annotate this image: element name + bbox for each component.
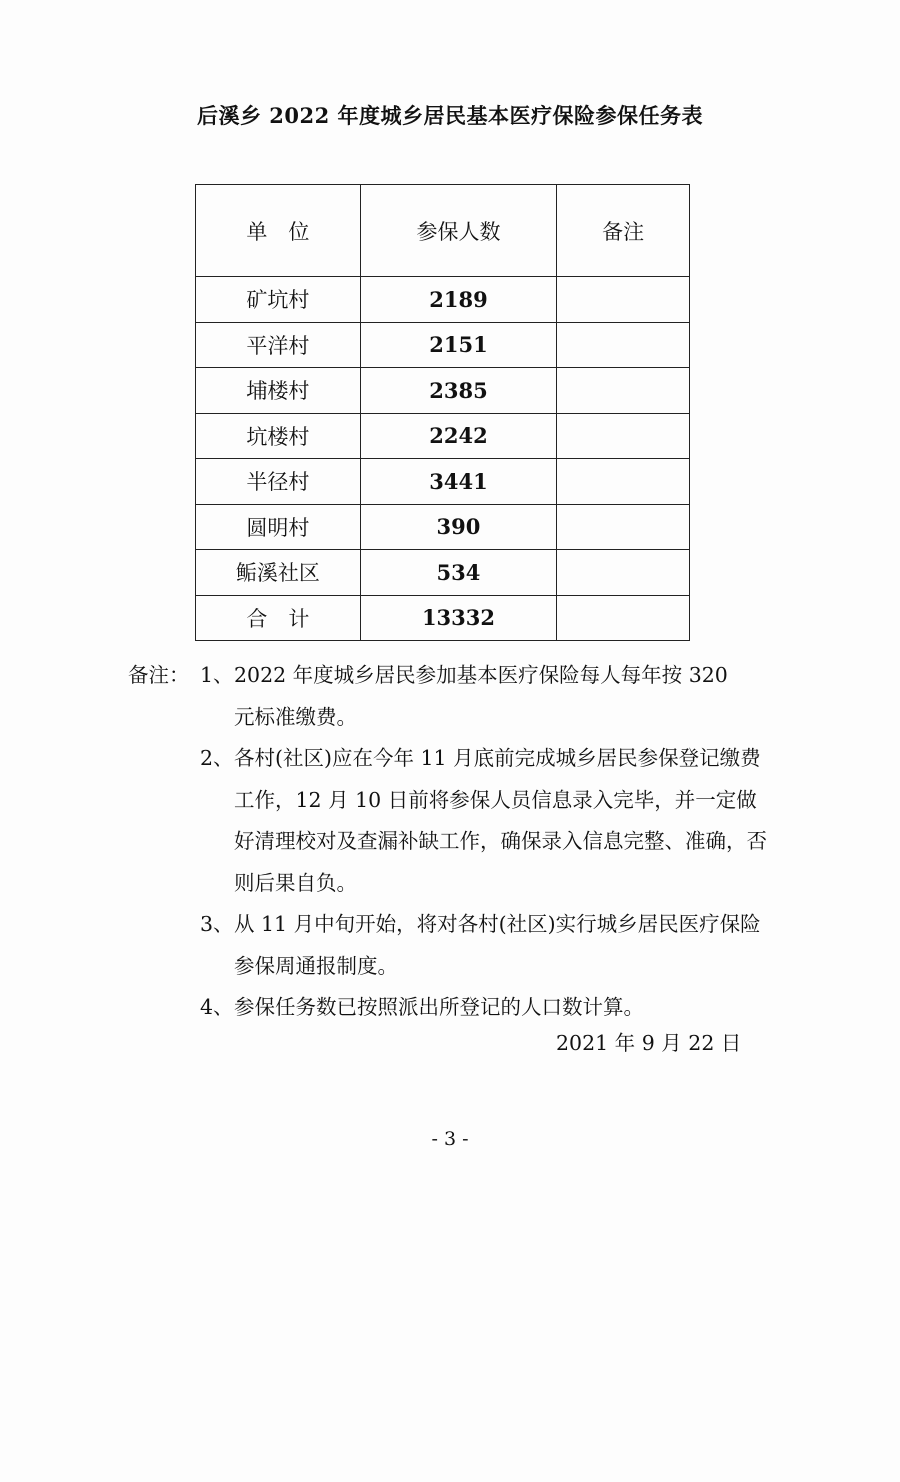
total-count-cell: 13332 (360, 595, 557, 641)
remark-cell (557, 550, 690, 596)
note-index: 2、 (200, 746, 234, 770)
table-row (196, 504, 690, 550)
header-count: 参保人数 (360, 185, 557, 277)
unit-cell: 矿坑村 (196, 277, 361, 323)
note-item (128, 904, 768, 987)
remark-cell (557, 413, 690, 459)
count-cell: 2151 (360, 322, 557, 368)
count-cell: 534 (360, 550, 557, 596)
header-remark: 备注 (557, 185, 690, 277)
note-item (128, 987, 768, 1029)
note-text: 从 11 月中旬开始，将对各村(社区)实行城乡居民医疗保险参保周通报制度。 (234, 912, 761, 978)
unit-cell: 半径村 (196, 459, 361, 505)
notes-section (128, 655, 768, 1029)
remark-cell (557, 322, 690, 368)
note-index: 3、 (200, 912, 234, 936)
table-row (196, 322, 690, 368)
count-cell: 2385 (360, 368, 557, 414)
table-row (196, 277, 690, 323)
total-label-cell: 合 计 (196, 595, 361, 641)
document-date: 2021 年 9 月 22 日 (556, 1031, 742, 1055)
remark-cell (557, 459, 690, 505)
table-row (196, 550, 690, 596)
count-cell: 390 (360, 504, 557, 550)
unit-cell: 鲘溪社区 (196, 550, 361, 596)
table-row (196, 459, 690, 505)
note-index: 4、 (200, 995, 234, 1019)
table-row (196, 413, 690, 459)
note-text: 各村(社区)应在今年 11 月底前完成城乡居民参保登记缴费工作，12 月 10 日前将参保人员信息录入完毕，并一定做好清理校对及查漏补缺工作，确保录入信息完整、准确，否则后果自负。 (234, 746, 767, 895)
note-text: 参保任务数已按照派出所登记的人口数计算。 (234, 995, 644, 1019)
note-index: 1、 (200, 663, 234, 687)
table-header-row (196, 185, 690, 277)
remark-cell (557, 277, 690, 323)
page-number: - 3 - (431, 1128, 469, 1150)
notes-label: 备注： (128, 663, 190, 687)
count-cell: 2189 (360, 277, 557, 323)
unit-cell: 埔楼村 (196, 368, 361, 414)
table-total-row (196, 595, 690, 641)
remark-cell (557, 368, 690, 414)
remark-cell (557, 504, 690, 550)
document-title: 后溪乡 2022 年度城乡居民基本医疗保险参保任务表 (196, 103, 704, 128)
count-cell: 2242 (360, 413, 557, 459)
table-row (196, 368, 690, 414)
note-item (128, 738, 768, 904)
unit-cell: 平洋村 (196, 322, 361, 368)
note-text: 2022 年度城乡居民参加基本医疗保险每人每年按 320 元标准缴费。 (234, 663, 728, 729)
count-cell: 3441 (360, 459, 557, 505)
note-item (128, 655, 768, 738)
unit-cell: 圆明村 (196, 504, 361, 550)
unit-cell: 坑楼村 (196, 413, 361, 459)
remark-cell (557, 595, 690, 641)
header-unit: 单 位 (196, 185, 361, 277)
quota-table (195, 184, 690, 641)
